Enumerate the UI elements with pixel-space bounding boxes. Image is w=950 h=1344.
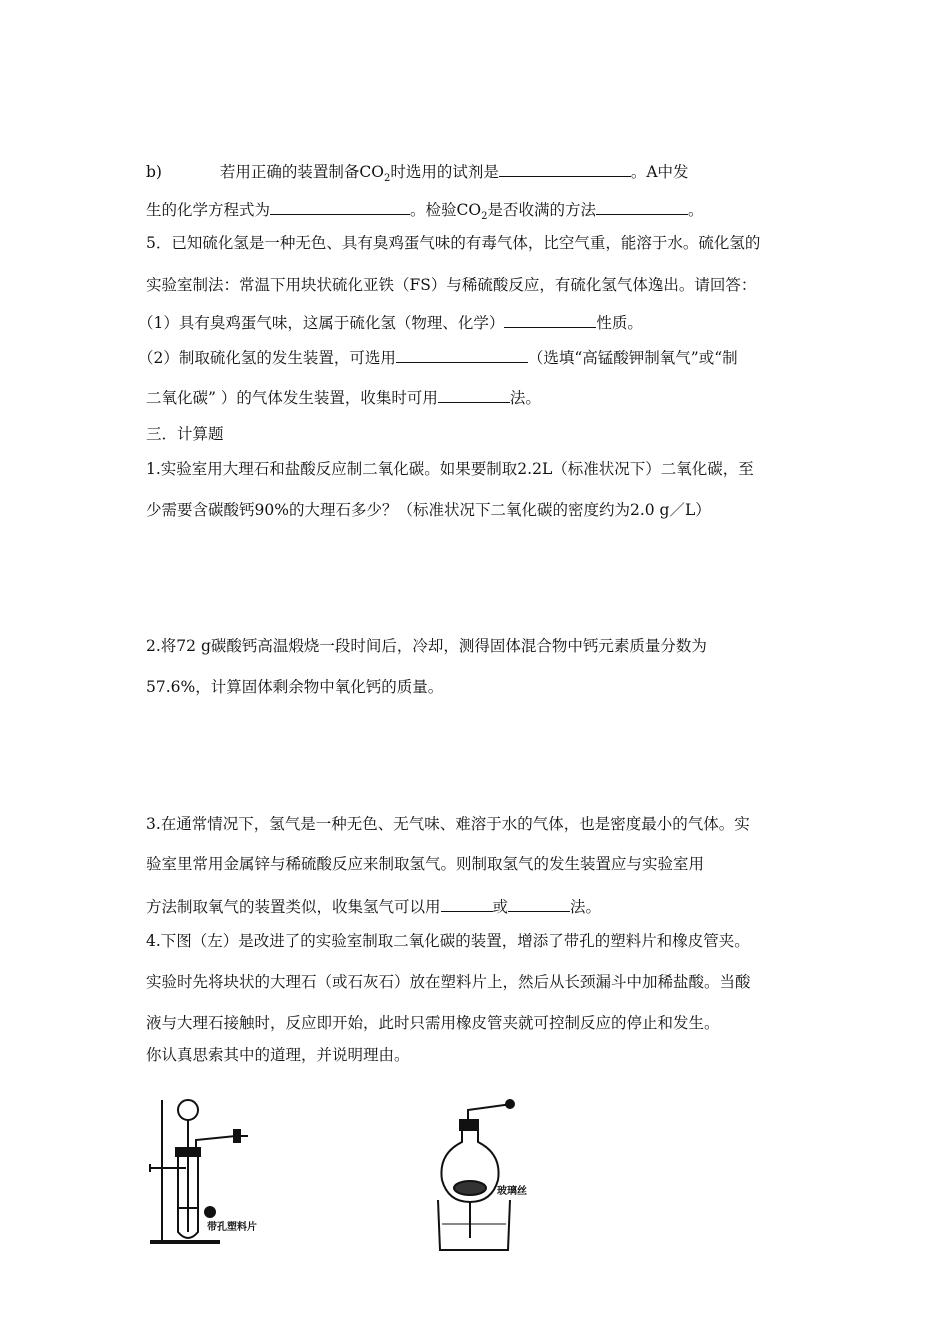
calc-q4-line-1: 4.下图（左）是改进了的实验室制取二氧化碳的装置，增添了带孔的塑料片和橡皮管夹。 [146,932,750,950]
calc-q2-line-2: 57.6%，计算固体剩余物中氧化钙的质量。 [146,678,444,696]
text: 。检验CO [410,201,482,219]
answer-blank[interactable] [270,198,410,215]
section-heading: 三．计算题 [146,425,224,443]
answer-blank[interactable] [499,160,631,177]
text: 。 [687,201,704,219]
text: （选填“高锰酸钾制氧气”或“制 [527,349,738,367]
calc-q3-line-3 [146,895,601,917]
calc-q2-line-1: 2.将72 g碳酸钙高温煅烧一段时间后，冷却，测得固体混合物中钙元素质量分数为 [146,637,707,655]
q5-line-1: 5．已知硫化氢是一种无色、具有臭鸡蛋气味的有毒气体，比空气重，能溶于水。硫化氢的 [146,234,761,252]
calc-q3-line-2: 验室里常用金属锌与稀硫酸反应来制取氢气。则制取氢气的发生装置应与实验室用 [146,855,705,873]
q5-line-2: 实验室制法：常温下用块状硫化亚铁（FS）与稀硫酸反应，有硫化氢气体逸出。请回答： [146,276,757,294]
text: 若用正确的装置制备CO [219,163,384,181]
left-figure-label: 带孔塑料片 [207,1222,257,1233]
calc-q1-line-1: 1.实验室用大理石和盐酸反应制二氧化碳。如果要制取2.2L（标准状况下）二氧化碳，至 [146,460,754,478]
subscript: 2 [481,211,488,223]
text: 。A中发 [630,163,689,181]
right-figure-label: 玻璃丝 [497,1186,527,1197]
q5-sub2 [138,346,738,368]
question-b-line-1 [146,160,689,189]
answer-blank[interactable] [596,198,688,215]
text: 法。 [570,898,602,916]
calc-q4-line-2: 实验时先将块状的大理石（或石灰石）放在塑料片上，然后从长颈漏斗中加稀盐酸。当酸 [146,973,751,991]
q5-sub1 [138,311,643,333]
q5-sub2-cont [146,386,541,408]
answer-blank[interactable] [504,311,596,328]
answer-blank[interactable] [508,895,570,912]
text: 二氧化碳” ）的气体发生装置，收集时可用 [146,389,438,407]
text: 法。 [509,389,541,407]
calc-q1-line-2: 少需要含碳酸钙90%的大理石多少？（标准状况下二氧化碳的密度约为2.0 g／L） [146,501,711,519]
right-apparatus-figure [430,1094,540,1256]
text: 时选用的试剂是 [390,163,499,181]
answer-blank[interactable] [396,346,528,363]
answer-blank[interactable] [438,386,510,403]
subscript: 2 [383,173,391,185]
text: 生的化学方程式为 [146,201,271,219]
text: 性质。 [596,314,643,332]
question-b-line-2 [146,198,704,227]
calc-q3-line-1: 3.在通常情况下，氢气是一种无色、无气味、难溶于水的气体，也是密度最小的气体。实 [146,815,750,833]
text: （1）具有臭鸡蛋气味，这属于硫化氢（物理、化学） [138,314,505,332]
answer-blank[interactable] [441,895,493,912]
item-label: b) [146,163,162,181]
calc-q4-line-4: 你认真思索其中的道理，并说明理由。 [146,1046,410,1064]
calc-q4-line-3: 液与大理石接触时，反应即开始，此时只需用橡皮管夹就可控制反应的停止和发生。 [146,1014,720,1032]
text: 方法制取氧气的装置类似，收集氢气可以用 [146,898,441,916]
text: 或 [492,898,509,916]
text: （2）制取硫化氢的发生装置，可选用 [138,349,396,367]
text: 是否收满的方法 [487,201,596,219]
